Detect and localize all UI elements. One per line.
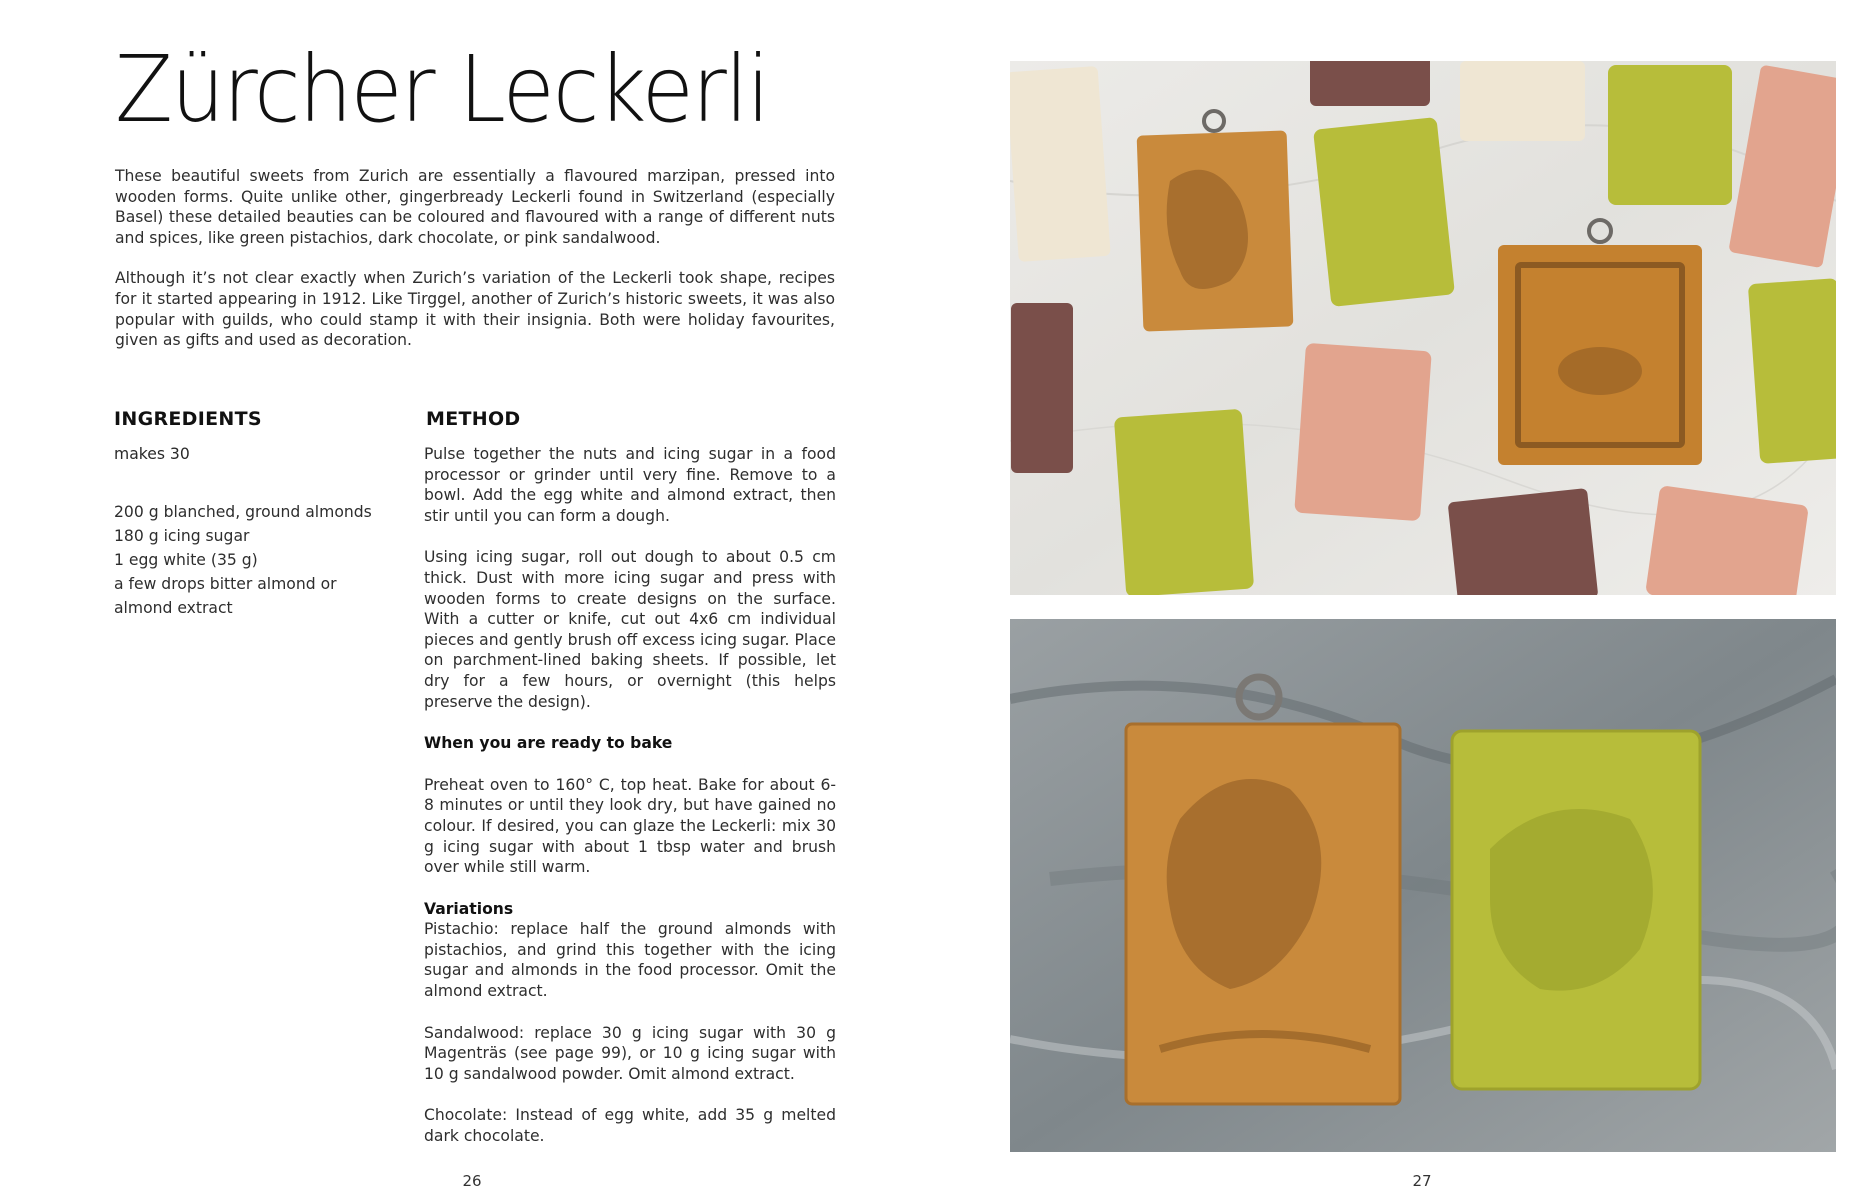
method-section <box>424 408 836 1168</box>
bake-heading: When you are ready to bake <box>424 734 673 753</box>
photo-rooster-mold-and-leckerli <box>1010 619 1836 1152</box>
variation-sandalwood: Sandalwood: replace 30 g icing sugar with 30 g Magenträs (see page 99), or 10 g icing sugar with 10 g sandalwood powder. Omit almond extract. <box>424 1023 836 1083</box>
photo-leckerli-assortment-image <box>1010 61 1836 595</box>
ingredients-heading: INGREDIENTS <box>114 408 262 430</box>
method-step: Using icing sugar, roll out dough to about 0.5 cm thick. Dust with more icing sugar and press with wooden forms to create designs on the surface. With a cutter or knife, cut out 4x6 cm individual pieces and gently brush off excess icing sugar. Place on parchment-lined baking sheets. If possible, let dry for a few hours, or overnight (this helps preserve the design). <box>424 548 836 711</box>
ingredients-section <box>114 408 394 620</box>
right-page <box>938 0 1876 1200</box>
intro-paragraph: These beautiful sweets from Zurich are essentially a flavoured marzipan, pressed into wooden forms. Quite unlike other, gingerbready Leckerli found in Switzerland (especially Basel) these detailed beauties can be coloured and flavoured with a range of different nuts and spices, like green pistachios, dark chocolate, or pink sandalwood. <box>115 167 835 247</box>
variation-chocolate: Chocolate: Instead of egg white, add 35 g melted dark chocolate. <box>424 1106 836 1146</box>
intro-paragraph: Although it’s not clear exactly when Zurich’s variation of the Leckerli took shape, recipes for it started appearing in 1912. Like Tirggel, another of Zurich’s historic sweets, it was also popular with guilds, who could stamp it with their insignia. Both were holiday favourites, given as gifts and used as decoration. <box>115 269 835 350</box>
method-step: Pulse together the nuts and icing sugar in a food processor or grinder until very fine. Remove to a bowl. Add the egg white and almond extract, then stir until you can form a dough. <box>424 445 836 525</box>
ingredients-list <box>114 500 394 620</box>
ingredient-item: 1 egg white (35 g) <box>114 551 258 569</box>
method-heading: METHOD <box>426 408 521 430</box>
ingredient-item: 180 g icing sugar <box>114 527 250 545</box>
yield-text: makes 30 <box>114 445 190 463</box>
intro-text <box>115 166 835 371</box>
photo-leckerli-assortment <box>1010 61 1836 595</box>
photo-rooster-mold-image <box>1010 619 1836 1152</box>
page-number-left: 26 <box>462 1172 482 1190</box>
recipe-title: Zürcher Leckerli <box>115 36 769 143</box>
bake-instructions: Preheat oven to 160° C, top heat. Bake for about 6-8 minutes or until they look dry, but have gained no colour. If desired, you can glaze the Leckerli: mix 30 g icing sugar with about 1 tbsp water and brush over while still warm. <box>424 775 836 877</box>
ingredient-item: a few drops bitter almond or <box>114 575 337 593</box>
variations-heading: Variations <box>424 899 514 918</box>
ingredient-item: almond extract <box>114 599 233 617</box>
ingredient-item: 200 g blanched, ground almonds <box>114 503 372 521</box>
variation-pistachio: Pistachio: replace half the ground almonds with pistachios, and grind this together with the icing sugar and almonds in the food processor. Omit the almond extract. <box>424 920 836 1001</box>
page-number-right: 27 <box>1412 1172 1432 1190</box>
